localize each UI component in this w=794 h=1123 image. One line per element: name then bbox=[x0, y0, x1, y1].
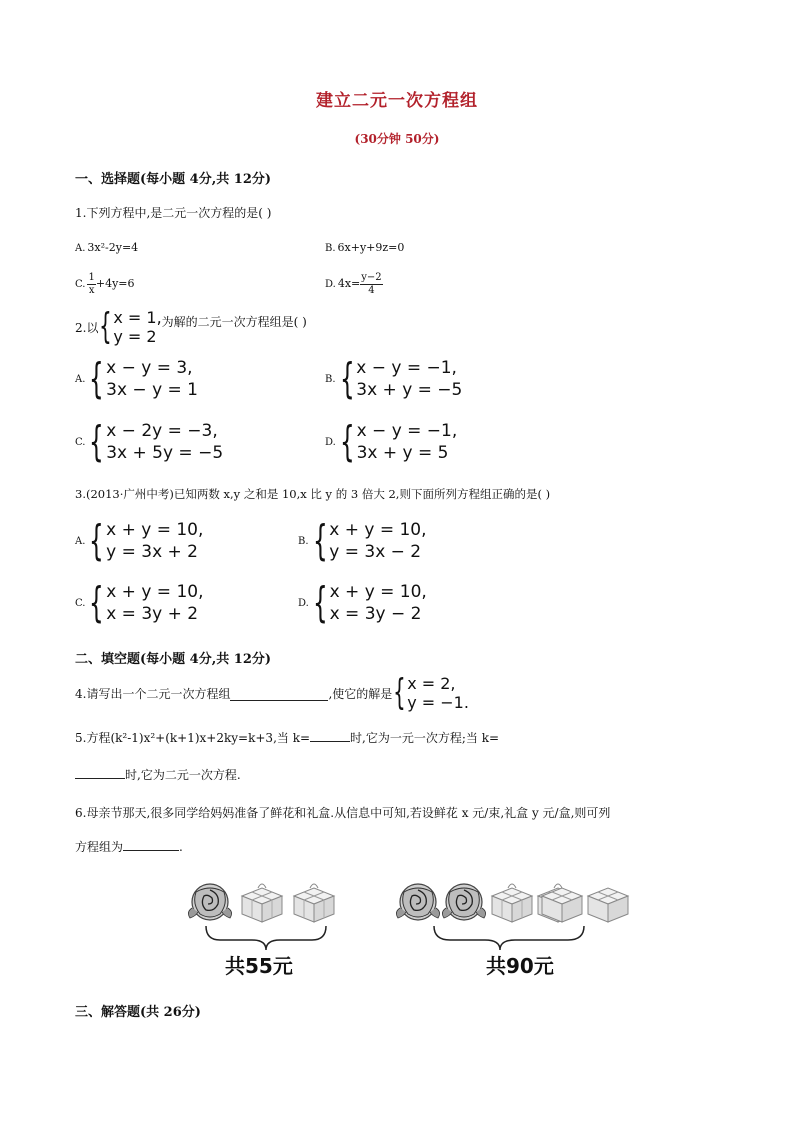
q2-stem-pre: 2.以 bbox=[75, 320, 99, 335]
q2-option-d bbox=[325, 417, 458, 466]
q1-d-label: D. bbox=[325, 279, 336, 290]
section-fill-heading: 二、填空题(每小题 4分,共 12分) bbox=[75, 652, 272, 667]
section-choice-heading: 一、选择题(每小题 4分,共 12分) bbox=[75, 172, 272, 187]
q2-b-eq1: x − y = −1, bbox=[356, 358, 457, 378]
q2-a-eq1: x − y = 3, bbox=[106, 358, 193, 378]
brace-glyph: { bbox=[312, 516, 328, 565]
q2-d-eq2: 3x + y = 5 bbox=[356, 443, 449, 463]
q1-d-fraction bbox=[360, 272, 382, 296]
q3-stem: 3.(2013·广州中考)已知两数 x,y 之和是 10,x 比 y 的 3 倍大 2,则下面所列方程组正确的是( ) bbox=[75, 487, 551, 501]
q3-option-b bbox=[298, 516, 427, 565]
q3-option-d bbox=[298, 578, 427, 627]
q1-d-den: 4 bbox=[368, 284, 375, 296]
q2-a-eq2: 3x − y = 1 bbox=[106, 380, 198, 400]
q3-a-eq2: y = 3x + 2 bbox=[106, 542, 198, 562]
q2-d-system bbox=[338, 417, 458, 466]
caption-left-total: 共55元 bbox=[225, 954, 293, 978]
q1-d-num: y−2 bbox=[361, 272, 382, 283]
q2-d-eq1: x − y = −1, bbox=[356, 421, 458, 441]
q2-c-eq1: x − 2y = −3, bbox=[106, 421, 218, 441]
left-brace-icon bbox=[206, 926, 326, 950]
rose-icon bbox=[396, 884, 439, 920]
q2-condition-system bbox=[98, 308, 161, 346]
q5-line1 bbox=[75, 729, 499, 746]
q2-option-a bbox=[75, 354, 198, 403]
q4-sol-eq2: y = −1. bbox=[407, 693, 469, 712]
q2-c-eq2: 3x + 5y = −5 bbox=[106, 443, 224, 463]
q2-option-c bbox=[75, 417, 224, 466]
q3-d-eq2: x = 3y − 2 bbox=[329, 604, 422, 624]
q3-d-label: D. bbox=[298, 597, 309, 609]
q3-option-c bbox=[75, 578, 204, 627]
gift-box-icon bbox=[242, 884, 282, 922]
q2-a-label: A. bbox=[75, 373, 86, 385]
q6-line2-post: . bbox=[179, 840, 183, 854]
q2-option-b bbox=[325, 354, 463, 403]
caption-right-total: 共90元 bbox=[486, 954, 554, 978]
page-title: 建立二元一次方程组 bbox=[316, 91, 478, 111]
q6-answer-blank[interactable] bbox=[123, 838, 179, 851]
q3-b-eq1: x + y = 10, bbox=[329, 520, 427, 540]
q4-answer-blank[interactable] bbox=[230, 686, 328, 701]
q1-option-a bbox=[75, 241, 138, 254]
q5-line2-post: 时,它为二元一次方程. bbox=[125, 768, 241, 782]
brace-glyph: { bbox=[393, 672, 407, 713]
q2-stem bbox=[75, 308, 307, 346]
q2-b-label: B. bbox=[325, 373, 336, 385]
q2-a-system bbox=[87, 354, 198, 403]
q2-c-system bbox=[87, 417, 224, 466]
rose-icon bbox=[188, 884, 231, 920]
q3-d-eq1: x + y = 10, bbox=[329, 582, 427, 602]
q4-stem-mid: ,使它的解是 bbox=[328, 686, 393, 701]
q3-c-system bbox=[87, 578, 204, 627]
q2-b-system bbox=[338, 354, 463, 403]
q4-solution-system bbox=[392, 674, 469, 712]
q2-b-eq2: 3x + y = −5 bbox=[356, 380, 463, 400]
q4-stem bbox=[75, 674, 469, 712]
gift-box-icon bbox=[294, 884, 334, 922]
q1-d-pre: 4x= bbox=[337, 277, 361, 290]
q2-cond-eq1: x = 1, bbox=[113, 308, 162, 327]
q1-c-fraction bbox=[87, 272, 95, 296]
q5-line2 bbox=[75, 766, 241, 783]
q3-a-system bbox=[87, 516, 204, 565]
q6-line2-pre: 方程组为 bbox=[75, 840, 124, 854]
q1-b-text: 6x+y+9z=0 bbox=[337, 241, 405, 254]
q4-sol-eq1: x = 2, bbox=[407, 674, 456, 693]
brace-glyph: { bbox=[89, 417, 105, 466]
brace-glyph: { bbox=[339, 417, 355, 466]
brace-glyph: { bbox=[89, 354, 105, 403]
q3-b-eq2: y = 3x − 2 bbox=[329, 542, 422, 562]
q6-line2 bbox=[75, 838, 183, 855]
q5-blank-2[interactable] bbox=[75, 766, 125, 779]
q3-b-system bbox=[311, 516, 427, 565]
q4-stem-pre: 4.请写出一个二元一次方程组 bbox=[75, 686, 231, 701]
q3-a-eq1: x + y = 10, bbox=[106, 520, 204, 540]
q3-option-a bbox=[75, 516, 204, 565]
rose-icon bbox=[442, 884, 485, 920]
brace-glyph: { bbox=[89, 516, 105, 565]
brace-glyph: { bbox=[312, 578, 328, 627]
q1-c-rest: +4y=6 bbox=[95, 277, 135, 290]
q3-c-label: C. bbox=[75, 597, 86, 609]
q1-c-num: 1 bbox=[88, 272, 95, 283]
q1-a-label: A. bbox=[75, 243, 86, 254]
page-subtitle: (30分钟 50分) bbox=[354, 132, 440, 146]
q1-c-label: C. bbox=[75, 279, 86, 290]
q1-option-d bbox=[325, 272, 383, 296]
q3-c-eq1: x + y = 10, bbox=[106, 582, 204, 602]
brace-glyph: { bbox=[339, 354, 355, 403]
q1-b-label: B. bbox=[325, 243, 336, 254]
q6-line1: 6.母亲节那天,很多同学给妈妈准备了鲜花和礼盒.从信息中可知,若设鲜花 x 元/束,礼盒 y 元/盒,则可列 bbox=[75, 806, 611, 820]
q1-option-c bbox=[75, 272, 135, 296]
q5-line1-mid: 时,它为一元一次方程;当 k= bbox=[350, 731, 500, 745]
q1-option-b bbox=[325, 241, 404, 254]
q2-cond-eq2: y = 2 bbox=[113, 327, 157, 346]
right-brace-icon bbox=[434, 926, 584, 950]
q5-blank-1[interactable] bbox=[310, 729, 350, 742]
section-solve-heading: 三、解答题(共 26分) bbox=[75, 1005, 201, 1020]
q3-b-label: B. bbox=[298, 535, 309, 547]
q3-c-eq2: x = 3y + 2 bbox=[106, 604, 199, 624]
gift-box-icon bbox=[492, 884, 532, 922]
gift-box-icon bbox=[586, 882, 636, 928]
q3-d-system bbox=[311, 578, 427, 627]
brace-glyph: { bbox=[89, 578, 105, 627]
q1-stem: 1.下列方程中,是二元一次方程的是( ) bbox=[75, 206, 272, 220]
q1-a-text: 3x²-2y=4 bbox=[87, 241, 139, 254]
q2-stem-post: 为解的二元一次方程组是( ) bbox=[161, 314, 307, 329]
q1-c-den: x bbox=[88, 284, 95, 296]
brace-glyph: { bbox=[99, 306, 113, 347]
q2-c-label: C. bbox=[75, 436, 86, 448]
q3-a-label: A. bbox=[75, 535, 86, 547]
q2-d-label: D. bbox=[325, 436, 336, 448]
q5-line1-pre: 5.方程(k²-1)x²+(k+1)x+2ky=k+3,当 k= bbox=[75, 731, 311, 745]
